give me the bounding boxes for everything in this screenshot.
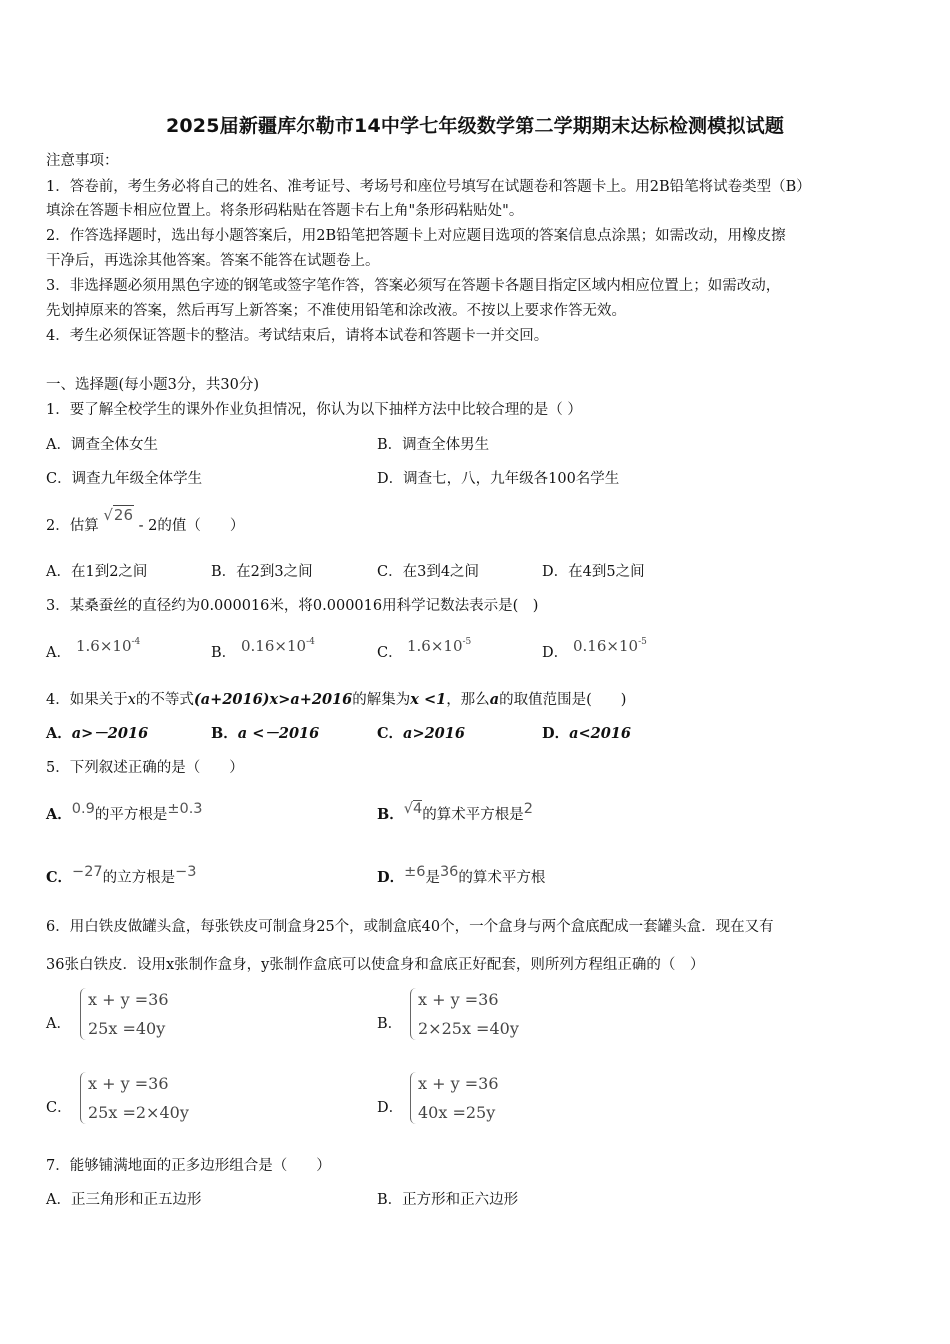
q1-option-c: C．调查九年级全体学生 (46, 471, 203, 487)
q4-b-value: a <－2016 (237, 725, 320, 742)
q4-option-c (377, 724, 465, 744)
q1-option-b: B．调查全体男生 (377, 437, 490, 453)
q4-c-value: a>2016 (403, 725, 465, 742)
q5-c-math-1: −27 (72, 864, 103, 880)
q3-c-exp: -5 (462, 637, 472, 647)
q1-option-a: A．调查全体女生 (46, 437, 158, 453)
q4-d-label: D． (542, 725, 570, 742)
q5-d-math-2: 36 (439, 864, 459, 880)
notice-line: 干净后，再选涂其他答案。答案不能答在试题卷上。 (46, 253, 380, 269)
q3-a-exp: -4 (131, 637, 141, 647)
q5-b-math-2: 2 (523, 801, 533, 817)
question-5-stem: 5．下列叙述正确的是（ ） (46, 760, 244, 776)
q3-option-a-label: A． (46, 645, 71, 661)
q7-option-a: A．正三角形和正五边形 (46, 1192, 202, 1208)
q2-option-b: B．在2到3之间 (211, 564, 313, 580)
q3-option-c-label: C． (377, 645, 403, 661)
q5-option-b (377, 801, 533, 825)
q6-c-equation-2: 25x =2×40y (88, 1103, 189, 1122)
page-title: 2025届新疆库尔勒市14中学七年级数学第二学期期末达标检测模拟试题 (165, 115, 785, 137)
q5-c-text: 的立方根是 (102, 870, 176, 886)
q5-c-math-2: −3 (175, 864, 197, 880)
q4-var-x: x (127, 692, 136, 708)
q5-b-sqrt: √4 (403, 801, 423, 817)
q3-a-base: 1.6×10 (76, 637, 132, 655)
q5-d-text-1: 是 (425, 870, 440, 886)
q5-c-label: C． (46, 869, 73, 886)
q6-c-equation-1: x + y =36 (88, 1074, 169, 1093)
q2-option-c: C．在3到4之间 (377, 564, 480, 580)
q4-option-a (46, 724, 148, 744)
q4-solution-set: x <1 (410, 691, 447, 708)
q6-d-equation-2: 40x =25y (418, 1103, 496, 1122)
q5-b-radicand: 4 (413, 801, 423, 817)
q3-c-base: 1.6×10 (407, 637, 463, 655)
q6-a-equation-2: 25x =40y (88, 1019, 166, 1038)
question-1-stem: 1．要了解全校学生的课外作业负担情况，你认为以下抽样方法中比较合理的是（ ） (46, 402, 582, 418)
q3-d-exp: -5 (638, 637, 647, 647)
q6-option-a-system (88, 985, 169, 1043)
q3-b-base: 0.16×10 (241, 637, 307, 655)
q6-option-c-label: C． (46, 1100, 72, 1116)
q6-d-equation-1: x + y =36 (418, 1074, 499, 1093)
notice-line: 1．答卷前，考生务必将自己的姓名、准考证号、考场号和座位号填写在试题卷和答题卡上。用2B铅笔将试卷类型（B） (46, 179, 811, 195)
q3-option-d-label: D． (542, 645, 569, 661)
q3-option-b-label: B． (211, 645, 237, 661)
q4-c-label: C． (377, 725, 404, 742)
q4-stem-part: 的解集为 (352, 692, 411, 708)
notice-line: 4．考生必须保证答题卡的整洁。考试结束后，请将本试卷和答题卡一并交回。 (46, 328, 549, 344)
q6-option-d-system (418, 1069, 499, 1127)
q3-b-exp: -4 (306, 637, 315, 647)
q4-stem-part: 4．如果关于 (46, 692, 128, 708)
q4-stem-part: 的不等式 (135, 692, 194, 708)
q1-option-d: D．调查七，八，九年级各100名学生 (377, 471, 620, 487)
q4-b-label: B． (211, 725, 238, 742)
q4-option-b (211, 724, 319, 744)
q6-option-a-label: A． (46, 1016, 71, 1032)
q6-option-b-label: B． (377, 1016, 403, 1032)
q4-option-d (542, 724, 631, 744)
q6-option-b-system (418, 985, 519, 1043)
q6-option-c-system (88, 1069, 189, 1127)
question-3-stem: 3．某桑蚕丝的直径约为0.000016米，将0.000016用科学记数法表示是( ) (46, 598, 539, 614)
q3-option-a-value (76, 632, 140, 656)
q5-a-label: A． (46, 806, 72, 823)
q6-a-brace-icon (80, 988, 86, 1040)
q4-stem-part: ，那么 (446, 692, 490, 708)
q5-option-d (377, 864, 546, 888)
q2-stem-post: - 2的值（ ） (138, 518, 245, 534)
q4-d-value: a<2016 (569, 725, 631, 742)
notice-line: 2．作答选择题时，选出每小题答案后，用2B铅笔把答题卡上对应题目选项的答案信息点涂黑；如需改动，用橡皮擦 (46, 228, 786, 244)
q4-a-value: a>－2016 (71, 725, 149, 742)
q2-sqrt: √26 (103, 506, 133, 524)
q6-a-equation-1: x + y =36 (88, 990, 169, 1009)
q4-stem-part: 的取值范围是( ) (499, 692, 627, 708)
q2-option-d: D．在4到5之间 (542, 564, 645, 580)
q3-option-c-value (407, 632, 471, 656)
question-2-stem (46, 506, 245, 536)
question-6-stem-line-2: 36张白铁皮．设用x张制作盒身，y张制作盒底可以使盒身和盒底正好配套，则所列方程组正确的（ ） (46, 957, 705, 973)
notice-line: 先划掉原来的答案，然后再写上新答案；不准使用铅笔和涂改液。不按以上要求作答无效。 (46, 303, 626, 319)
q7-option-b: B．正方形和正六边形 (377, 1192, 519, 1208)
q6-b-brace-icon (410, 988, 416, 1040)
notice-heading: 注意事项： (46, 153, 119, 169)
q6-option-d-label: D． (377, 1100, 404, 1116)
q5-a-text: 的平方根是 (94, 807, 168, 823)
q5-a-math-2: ±0.3 (167, 801, 203, 817)
question-7-stem: 7．能够铺满地面的正多边形组合是（ ） (46, 1158, 331, 1174)
q4-inequality: (a+2016)x>a+2016 (193, 691, 353, 708)
q5-d-math-1: ±6 (404, 864, 426, 880)
q5-option-c (46, 864, 197, 888)
q2-radicand: 26 (113, 506, 133, 524)
q6-b-equation-2: 2×25x =40y (418, 1019, 519, 1038)
notice-line: 填涂在答题卡相应位置上。将条形码粘贴在答题卡右上角"条形码粘贴处"。 (46, 203, 524, 219)
q5-b-text: 的算术平方根是 (422, 807, 524, 823)
q5-d-label: D． (377, 869, 405, 886)
q6-d-brace-icon (410, 1072, 416, 1124)
q6-b-equation-1: x + y =36 (418, 990, 499, 1009)
q4-a-label: A． (46, 725, 72, 742)
q5-a-math-1: 0.9 (71, 801, 95, 817)
q2-stem-pre: 2．估算 (46, 518, 99, 534)
q3-d-base: 0.16×10 (573, 637, 639, 655)
q2-option-a: A．在1到2之间 (46, 564, 148, 580)
q6-c-brace-icon (80, 1072, 86, 1124)
q5-b-label: B． (377, 806, 404, 823)
q3-option-b-value (241, 632, 315, 656)
q5-d-text-2: 的算术平方根 (458, 870, 546, 886)
section-heading: 一、选择题(每小题3分，共30分) (46, 377, 259, 393)
q3-option-d-value (573, 632, 647, 656)
q4-var-a: a (489, 691, 500, 708)
notice-line: 3．非选择题必须用黑色字迹的钢笔或签字笔作答，答案必须写在答题卡各题目指定区域内相应位置上；如需改动， (46, 278, 781, 294)
q5-option-a (46, 801, 203, 825)
question-6-stem-line-1: 6．用白铁皮做罐头盒，每张铁皮可制盒身25个，或制盒底40个，一个盒身与两个盒底配成一套罐头盒．现在又有 (46, 919, 774, 935)
question-4-stem (46, 690, 626, 710)
